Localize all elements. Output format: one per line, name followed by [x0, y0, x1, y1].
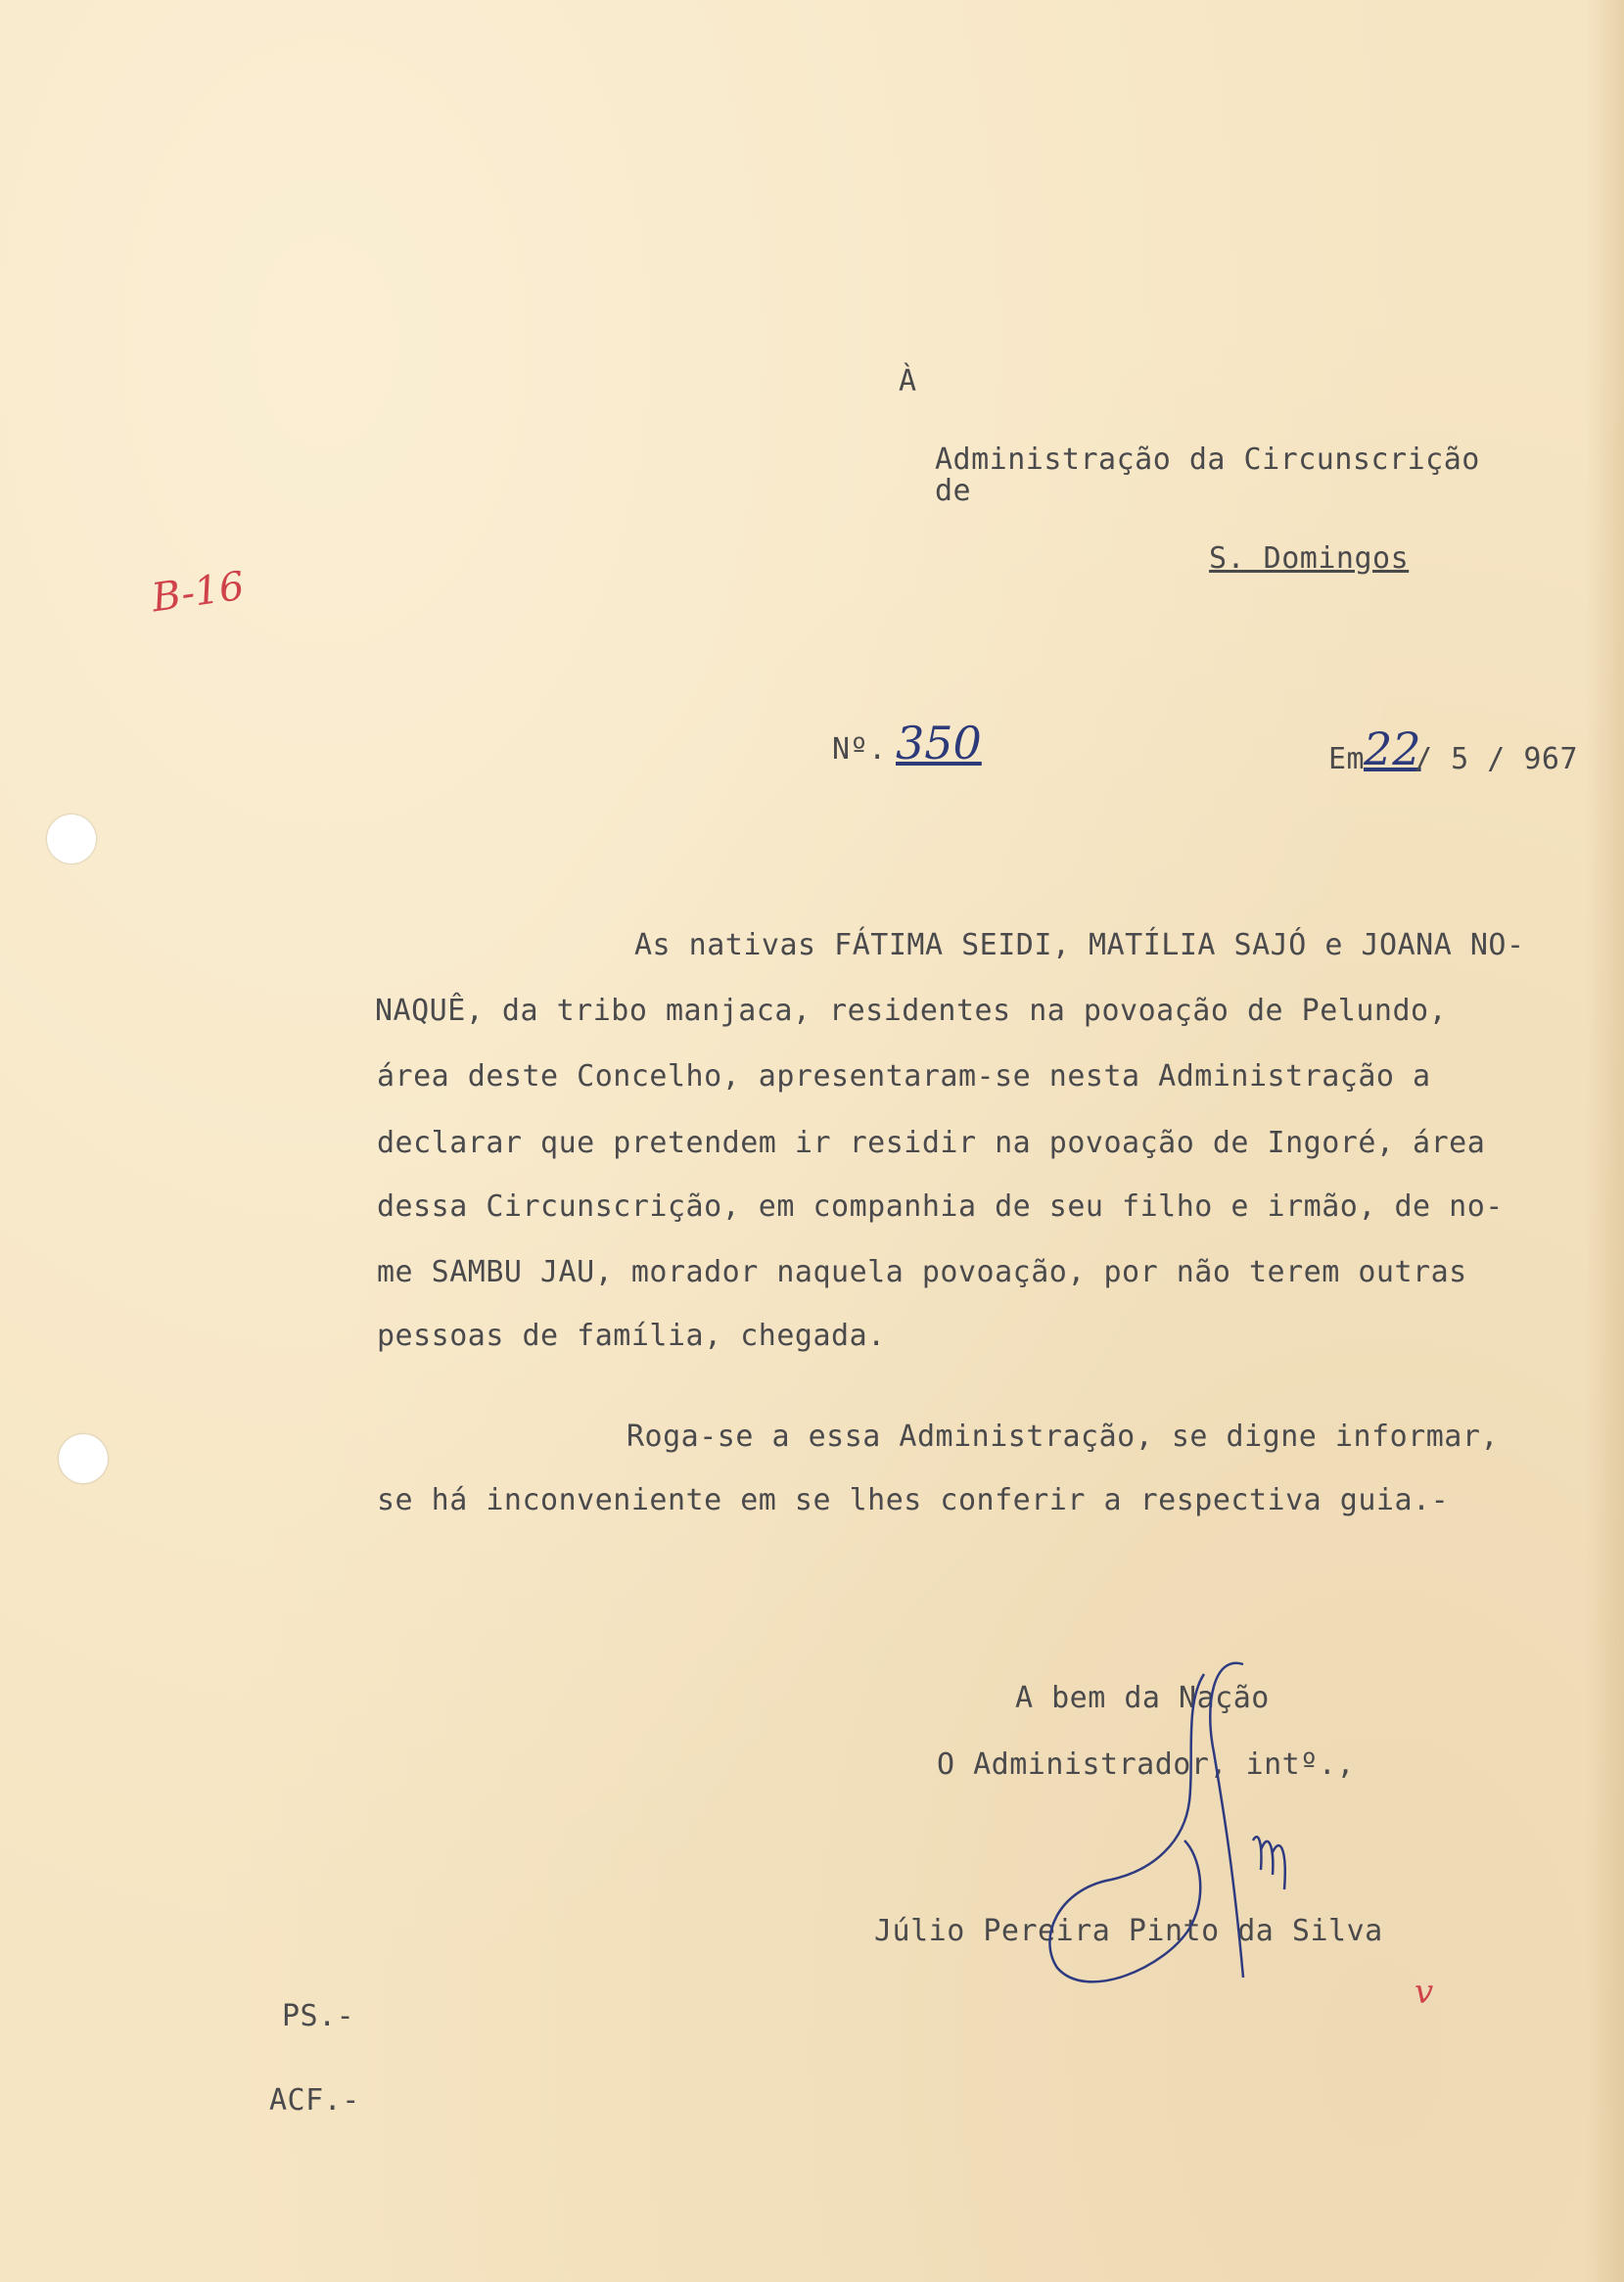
addressee-place: S. Domingos: [1209, 541, 1410, 576]
paper-edge-stain: [1585, 0, 1624, 2282]
date-day: 22: [1364, 722, 1421, 775]
addressee-line-1: Administração da Circunscrição: [935, 442, 1480, 477]
date-prefix: Em: [1328, 742, 1366, 776]
body-line: dessa Circunscrição, em companhia de seu filho e irmão, de no-: [377, 1189, 1504, 1224]
body-line: área deste Concelho, apresentaram-se nesta Administração a: [377, 1059, 1431, 1094]
date-rest: / 5 / 967: [1415, 742, 1579, 776]
body-line: me SAMBU JAU, morador naquela povoação, por não terem outras: [377, 1255, 1467, 1289]
signatory-name: Júlio Pereira Pinto da Silva: [874, 1914, 1383, 1948]
punch-hole-top: [47, 815, 96, 863]
closing-line-1: A bem da Nação: [1015, 1681, 1270, 1715]
initials-line-1: PS.-: [282, 1999, 355, 2033]
body-line: Roga-se a essa Administração, se digne informar,: [626, 1420, 1499, 1454]
check-mark: v: [1415, 1973, 1434, 2012]
closing-line-2: O Administrador, intº.,: [937, 1747, 1355, 1782]
margin-note: B-16: [149, 563, 248, 622]
reference-number-label: Nº.: [832, 732, 887, 767]
handwritten-signature: [1018, 1645, 1331, 1997]
reference-number: 350: [896, 717, 982, 769]
addressee-line-2: de: [935, 474, 972, 508]
addressee-prefix: À: [899, 364, 917, 398]
body-line: declarar que pretendem ir residir na povoação de Ingoré, área: [377, 1126, 1486, 1160]
body-line: NAQUÊ, da tribo manjaca, residentes na povoação de Pelundo,: [375, 994, 1448, 1028]
body-line: As nativas FÁTIMA SEIDI, MATÍLIA SAJÓ e JOANA NO-: [634, 928, 1525, 962]
body-line: se há inconveniente em se lhes conferir a respectiva guia.-: [377, 1483, 1450, 1517]
initials-line-2: ACF.-: [269, 2083, 360, 2118]
punch-hole-bottom: [59, 1434, 108, 1483]
body-line: pessoas de família, chegada.: [377, 1319, 886, 1353]
